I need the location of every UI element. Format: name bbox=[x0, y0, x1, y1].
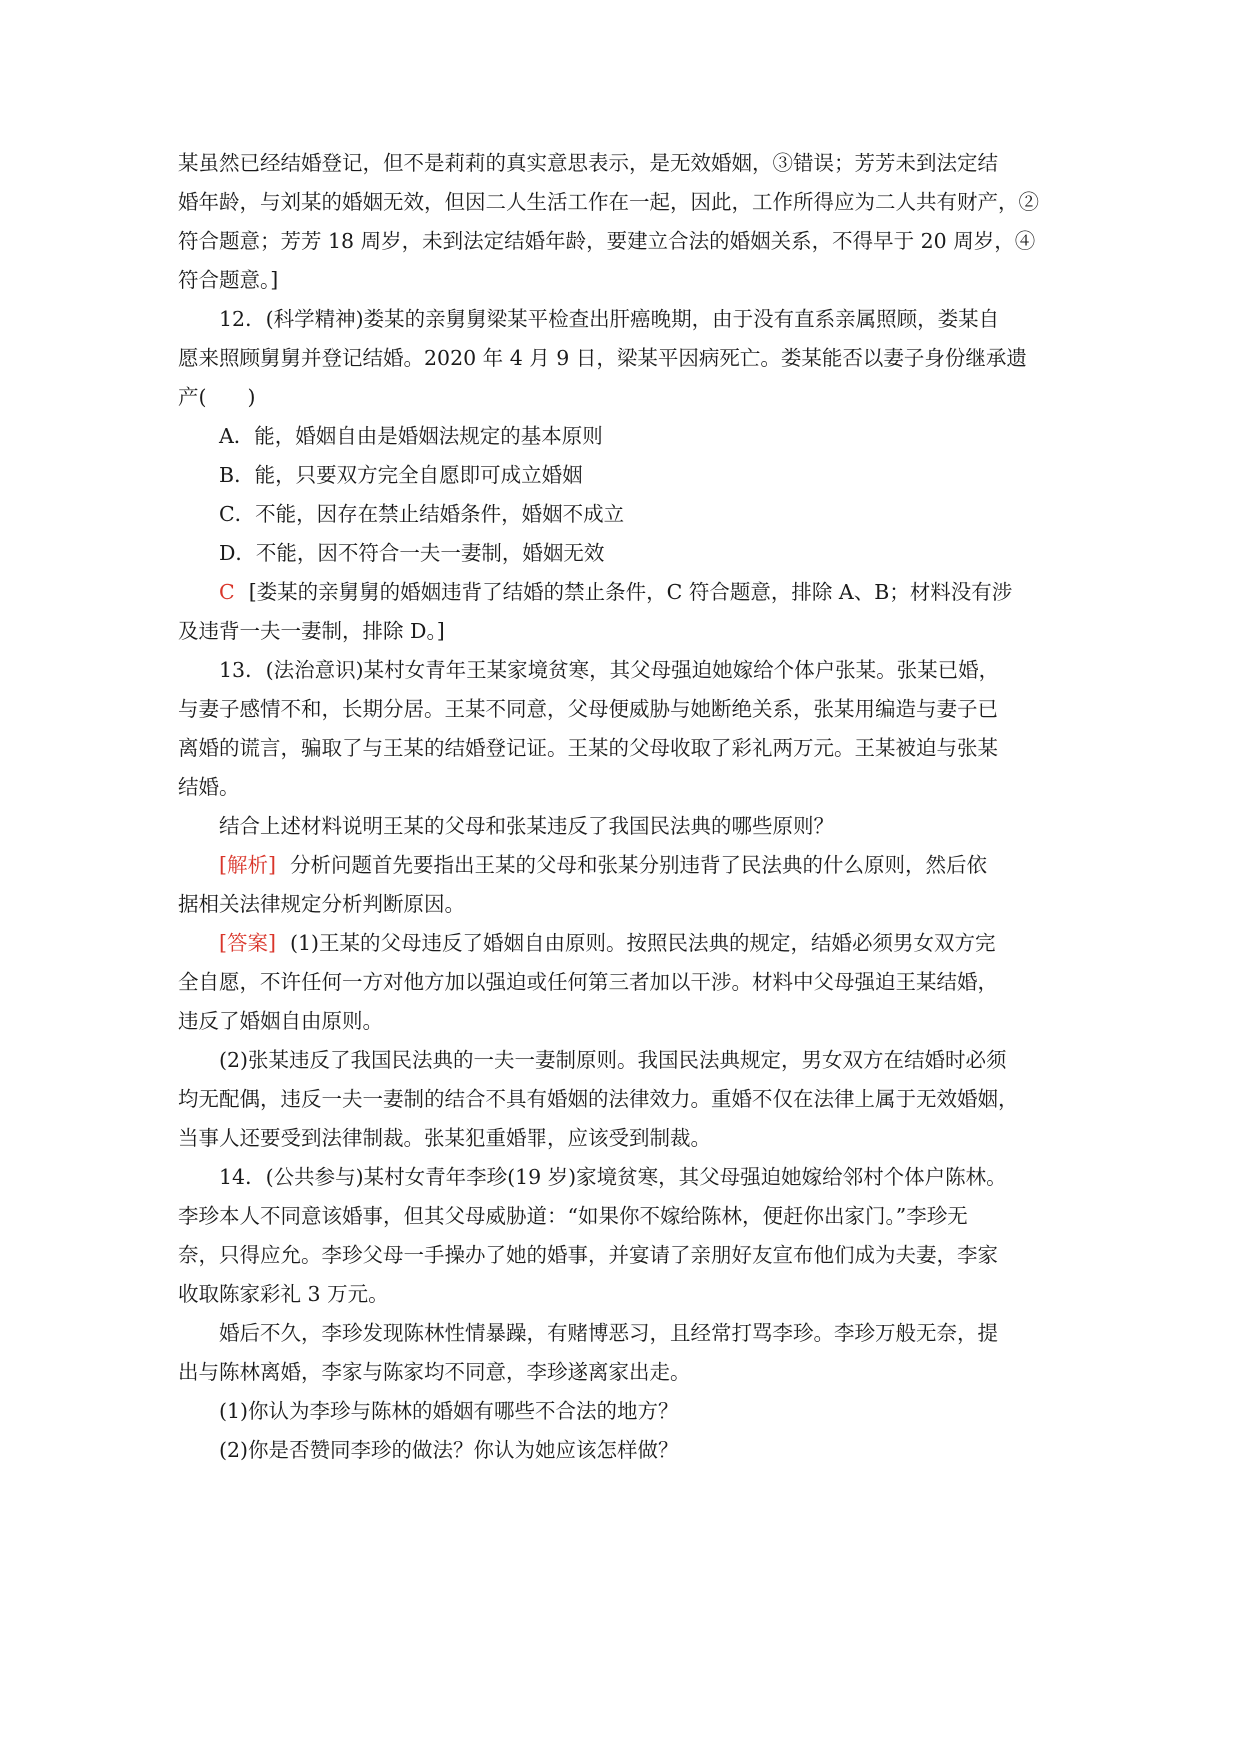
q12-answer-letter: C bbox=[219, 580, 235, 604]
q13-stem-line-1: 13．(法治意识)某村女青年王某家境贫寒，其父母强迫她嫁给个体户张某。张某已婚， bbox=[219, 658, 1000, 682]
q13-answer2-line-1: (2)张某违反了我国民法典的一夫一妻制原则。我国民法典规定，男女双方在结婚时必须 bbox=[219, 1048, 1007, 1072]
q12-option-b: B．能，只要双方完全自愿即可成立婚姻 bbox=[219, 463, 583, 487]
q14-para2-line-2: 出与陈林离婚，李家与陈家均不同意，李珍遂离家出走。 bbox=[178, 1360, 691, 1384]
q13-answer-line-2: 全自愿，不许任何一方对他方加以强迫或任何第三者加以干涉。材料中父母强迫王某结婚， bbox=[178, 970, 998, 994]
q14-para2-line-1: 婚后不久，李珍发现陈林性情暴躁，有赌博恶习，且经常打骂李珍。李珍万般无奈，提 bbox=[219, 1321, 998, 1345]
q14-para1-line-2: 李珍本人不同意该婚事，但其父母威胁道：“如果你不嫁给陈林，便赶你出家门。”李珍无 bbox=[178, 1204, 968, 1228]
q12-option-d: D．不能，因不符合一夫一妻制，婚姻无效 bbox=[219, 541, 605, 565]
q13-analysis-line-1 bbox=[178, 846, 1070, 885]
q13-analysis-line-2: 据相关法律规定分析判断原因。 bbox=[178, 892, 465, 916]
q14-question-2: (2)你是否赞同李珍的做法？你认为她应该怎样做？ bbox=[219, 1438, 679, 1462]
q13-answer-line-1 bbox=[178, 924, 1070, 963]
q13-analysis-text-1: 分析问题首先要指出王某的父母和张某分别违背了民法典的什么原则，然后依 bbox=[290, 853, 987, 877]
answer-label: [答案] bbox=[219, 931, 276, 955]
q14-para1-line-4: 收取陈家彩礼 3 万元。 bbox=[178, 1282, 389, 1306]
q14-question-1: (1)你认为李珍与陈林的婚姻有哪些不合法的地方？ bbox=[219, 1399, 679, 1423]
q13-answer2-line-3: 当事人还要受到法律制裁。张某犯重婚罪，应该受到制裁。 bbox=[178, 1126, 711, 1150]
q13-question: 结合上述材料说明王某的父母和张某违反了我国民法典的哪些原则？ bbox=[219, 814, 834, 838]
intro-line-4: 符合题意。] bbox=[178, 268, 279, 292]
q12-stem-line-3: 产( ) bbox=[178, 385, 256, 409]
q12-stem-line-1: 12．(科学精神)娄某的亲舅舅梁某平检查出肝癌晚期，由于没有直系亲属照顾，娄某自 bbox=[219, 307, 1000, 331]
q14-para1-line-1: 14．(公共参与)某村女青年李珍(19 岁)家境贫寒，其父母强迫她嫁给邻村个体户陈林。 bbox=[219, 1165, 1007, 1189]
q13-answer2-line-2: 均无配偶，违反一夫一妻制的结合不具有婚姻的法律效力。重婚不仅在法律上属于无效婚姻， bbox=[178, 1087, 1019, 1111]
document-content bbox=[178, 144, 1070, 1470]
intro-line-3: 符合题意；芳芳 18 周岁，未到法定结婚年龄，要建立合法的婚姻关系，不得早于 20 周岁，④ bbox=[178, 229, 1036, 253]
intro-line-1: 某虽然已经结婚登记，但不是莉莉的真实意思表示，是无效婚姻，③错误；芳芳未到法定结 bbox=[178, 151, 998, 175]
intro-line-2: 婚年龄，与刘某的婚姻无效，但因二人生活工作在一起，因此，工作所得应为二人共有财产，② bbox=[178, 190, 1039, 214]
q12-explanation-line-1: [娄某的亲舅舅的婚姻违背了结婚的禁止条件，C 符合题意，排除 A、B；材料没有涉 bbox=[248, 580, 1013, 604]
analysis-label: [解析] bbox=[219, 853, 276, 877]
q12-option-c: C．不能，因存在禁止结婚条件，婚姻不成立 bbox=[219, 502, 625, 526]
q13-answer-line-3: 违反了婚姻自由原则。 bbox=[178, 1009, 383, 1033]
q13-stem-line-2: 与妻子感情不和，长期分居。王某不同意，父母便威胁与她断绝关系，张某用编造与妻子已 bbox=[178, 697, 998, 721]
q12-answer-line-1 bbox=[178, 573, 1070, 612]
q12-option-a: A．能，婚姻自由是婚姻法规定的基本原则 bbox=[219, 424, 603, 448]
q12-explanation-line-2: 及违背一夫一妻制，排除 D。] bbox=[178, 619, 445, 643]
q13-stem-line-4: 结婚。 bbox=[178, 775, 240, 799]
q12-stem-line-2: 愿来照顾舅舅并登记结婚。2020 年 4 月 9 日，梁某平因病死亡。娄某能否以妻子身份继承遗 bbox=[178, 346, 1027, 370]
q13-answer-text-1: (1)王某的父母违反了婚姻自由原则。按照民法典的规定，结婚必须男女双方完 bbox=[290, 931, 996, 955]
q13-stem-line-3: 离婚的谎言，骗取了与王某的结婚登记证。王某的父母收取了彩礼两万元。王某被迫与张某 bbox=[178, 736, 998, 760]
q14-para1-line-3: 奈，只得应允。李珍父母一手操办了她的婚事，并宴请了亲朋好友宣布他们成为夫妻，李家 bbox=[178, 1243, 998, 1267]
